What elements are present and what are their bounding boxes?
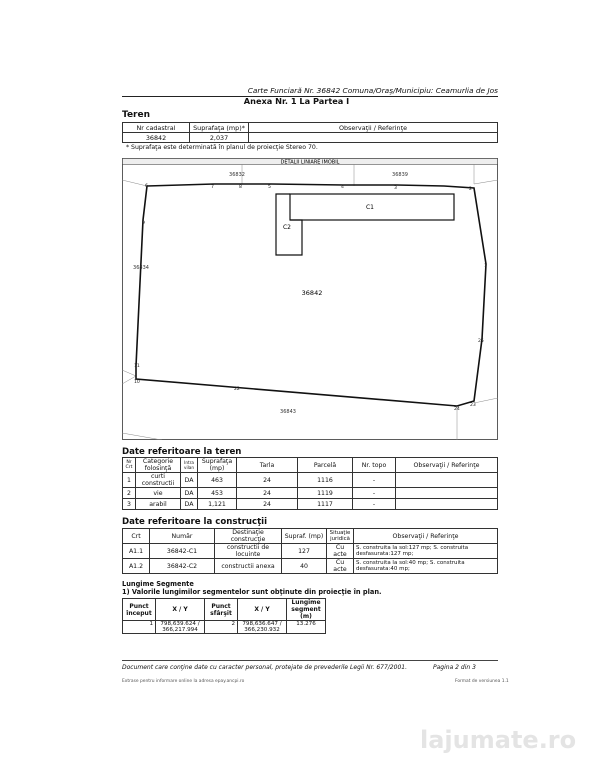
point-label-1: 1 (484, 264, 487, 269)
header-situatie: Situaţie juridică (327, 529, 354, 544)
table-row (123, 621, 326, 634)
building-c1-label: C1 (365, 204, 375, 211)
parcel-plan (122, 158, 498, 440)
cell-numar: 36842-C1 (150, 544, 215, 559)
constructii-table (122, 528, 498, 574)
neighbor-label-north-east: 36839 (392, 172, 408, 178)
table-row (123, 559, 498, 574)
cell-situatie: Cu acte (327, 544, 354, 559)
cell-observatii (396, 488, 498, 499)
parcel-label: 36842 (301, 289, 323, 297)
constructii-heading: Date referitoare la construcţii (122, 517, 268, 527)
point-label-3: 3 (394, 186, 397, 191)
segmente-table (122, 598, 326, 634)
neighbor-label-west: 36834 (133, 265, 149, 271)
anexa-title: Anexa Nr. 1 La Partea I (243, 96, 350, 106)
cell-suprafata: 1,121 (198, 499, 237, 510)
table-row (123, 488, 498, 499)
cell-nr-topo: - (353, 488, 396, 499)
header-nr-crt: Nr Crt (123, 458, 136, 473)
cell-punct-sfarsit: 2 (205, 621, 238, 634)
teren-table (122, 122, 498, 143)
header-supraf: Supraf. (mp) (282, 529, 327, 544)
cell-nr-topo: - (353, 473, 396, 488)
date-teren-table (122, 457, 498, 510)
cell-categorie: curti constructii (136, 473, 181, 488)
cell-suprafata: 453 (198, 488, 237, 499)
cell-numar: 36842-C2 (150, 559, 215, 574)
nr-cadastral-value: 36842 (123, 133, 190, 143)
point-label-9: 9 (142, 221, 145, 226)
constructii-header-row (123, 529, 498, 544)
plan-frame (123, 159, 498, 440)
table-row (123, 473, 498, 488)
point-label-7: 7 (211, 185, 214, 190)
cell-observatii (396, 499, 498, 510)
footer-extract-link: Extrase pentru informare online la adresa epay.ancpi.ro (122, 679, 245, 684)
header-observatii-teren: Observaţii / Referinţe (396, 458, 498, 473)
cell-nr-topo: - (353, 499, 396, 510)
header-observatii-constructii: Observaţii / Referinţe (354, 529, 498, 544)
footer-rule (122, 660, 498, 661)
header-suprafata: Suprafaţa (mp)* (190, 123, 249, 133)
cell-supraf: 127 (282, 544, 327, 559)
cell-suprafata: 463 (198, 473, 237, 488)
point-label-22: 22 (234, 387, 240, 392)
header-xy-end: X / Y (238, 599, 287, 621)
cell-intravilan: DA (181, 499, 198, 510)
cell-observatii: S. construita la sol:40 mp; S. construita desfasurata:40 mp; (354, 559, 498, 574)
cell-intravilan: DA (181, 473, 198, 488)
carte-funciara-header: Carte Funciară Nr. 36842 Comuna/Oraş/Municipiu: Ceamurlia de Jos (247, 86, 498, 95)
point-label-2: 2 (469, 187, 472, 192)
header-suprafata-teren: Suprafaţa (mp) (198, 458, 237, 473)
footer-format-version: Format de versiunea 1.1 (455, 679, 509, 684)
lungime-segmente-heading: Lungime Segmente (122, 580, 194, 588)
point-label-5: 5 (268, 185, 271, 190)
cell-crt: A1.1 (123, 544, 150, 559)
point-label-10: 10 (134, 380, 140, 385)
cell-nr: 3 (123, 499, 136, 510)
point-label-4: 4 (341, 185, 344, 190)
cell-lungime: 13.276 (287, 621, 326, 634)
header-xy-start: X / Y (156, 599, 205, 621)
cell-parcela: 1117 (298, 499, 353, 510)
building-c2-label: C2 (282, 224, 292, 231)
header-categorie: Categorie folosinţă (136, 458, 181, 473)
header-parcela: Parcelă (298, 458, 353, 473)
teren-row (123, 133, 498, 143)
point-label-6: 6 (145, 184, 148, 189)
point-label-24: 24 (454, 407, 460, 412)
header-lungime: Lungime segment (m) (287, 599, 326, 621)
plan-title: DETALII LINIARE IMOBIL (280, 159, 340, 166)
cell-intravilan: DA (181, 488, 198, 499)
cell-parcela: 1119 (298, 488, 353, 499)
cell-xy-end: 798,636.647 / 366,230.932 (238, 621, 287, 634)
neighbor-label-south: 36843 (280, 409, 296, 415)
cell-parcela: 1116 (298, 473, 353, 488)
footer-confidentiality: Document care conţine date cu caracter personal, protejate de prevederile Legii Nr. 677/2001. (122, 664, 407, 671)
header-nr-cadastral: Nr cadastral (123, 123, 190, 133)
observatii-value (249, 133, 498, 143)
cell-destinatie: constructii de locuinte (215, 544, 282, 559)
cell-supraf: 40 (282, 559, 327, 574)
point-label-23: 23 (470, 403, 476, 408)
header-punct-sfarsit: Punct sfârşit (205, 599, 238, 621)
header-punct-inceput: Punct început (123, 599, 156, 621)
cell-tarla: 24 (237, 488, 298, 499)
cell-observatii (396, 473, 498, 488)
header-numar: Număr (150, 529, 215, 544)
header-nr-topo: Nr. topo (353, 458, 396, 473)
header-observatii: Observaţii / Referinţe (249, 123, 498, 133)
suprafata-value: 2,037 (190, 133, 249, 143)
point-label-25: 25 (478, 339, 484, 344)
point-label-11: 11 (134, 364, 140, 369)
date-teren-heading: Date referitoare la teren (122, 447, 242, 457)
cell-destinatie: constructii anexa (215, 559, 282, 574)
header-intravilan: Intra vilan (181, 458, 198, 473)
cell-tarla: 24 (237, 473, 298, 488)
header-tarla: Tarla (237, 458, 298, 473)
teren-header-row (123, 123, 498, 133)
cell-observatii: S. construita la sol:127 mp; S. construita desfasurata:127 mp; (354, 544, 498, 559)
lungime-segmente-subtitle: 1) Valorile lungimilor segmentelor sunt obţinute din proiecţie în plan. (122, 588, 382, 596)
cell-categorie: vie (136, 488, 181, 499)
point-label-8: 8 (239, 185, 242, 190)
cell-punct-inceput: 1 (123, 621, 156, 634)
cell-tarla: 24 (237, 499, 298, 510)
cell-situatie: Cu acte (327, 559, 354, 574)
cell-nr: 1 (123, 473, 136, 488)
cell-xy-start: 798,639.624 / 366,217.994 (156, 621, 205, 634)
suprafata-note: * Suprafaţa este determinată în planul de proiecţie Stereo 70. (126, 144, 318, 151)
teren-heading: Teren (122, 110, 150, 120)
cell-categorie: arabil (136, 499, 181, 510)
segmente-header-row (123, 599, 326, 621)
date-teren-header-row (123, 458, 498, 473)
neighbor-label-north-west: 36832 (229, 172, 245, 178)
cell-nr: 2 (123, 488, 136, 499)
watermark-logo: lajumate.ro (420, 726, 577, 754)
table-row (123, 499, 498, 510)
footer-page-number: Pagina 2 din 3 (433, 664, 476, 671)
header-destinatie: Destinaţie construcţie (215, 529, 282, 544)
cell-crt: A1.2 (123, 559, 150, 574)
header-crt: Crt (123, 529, 150, 544)
table-row (123, 544, 498, 559)
